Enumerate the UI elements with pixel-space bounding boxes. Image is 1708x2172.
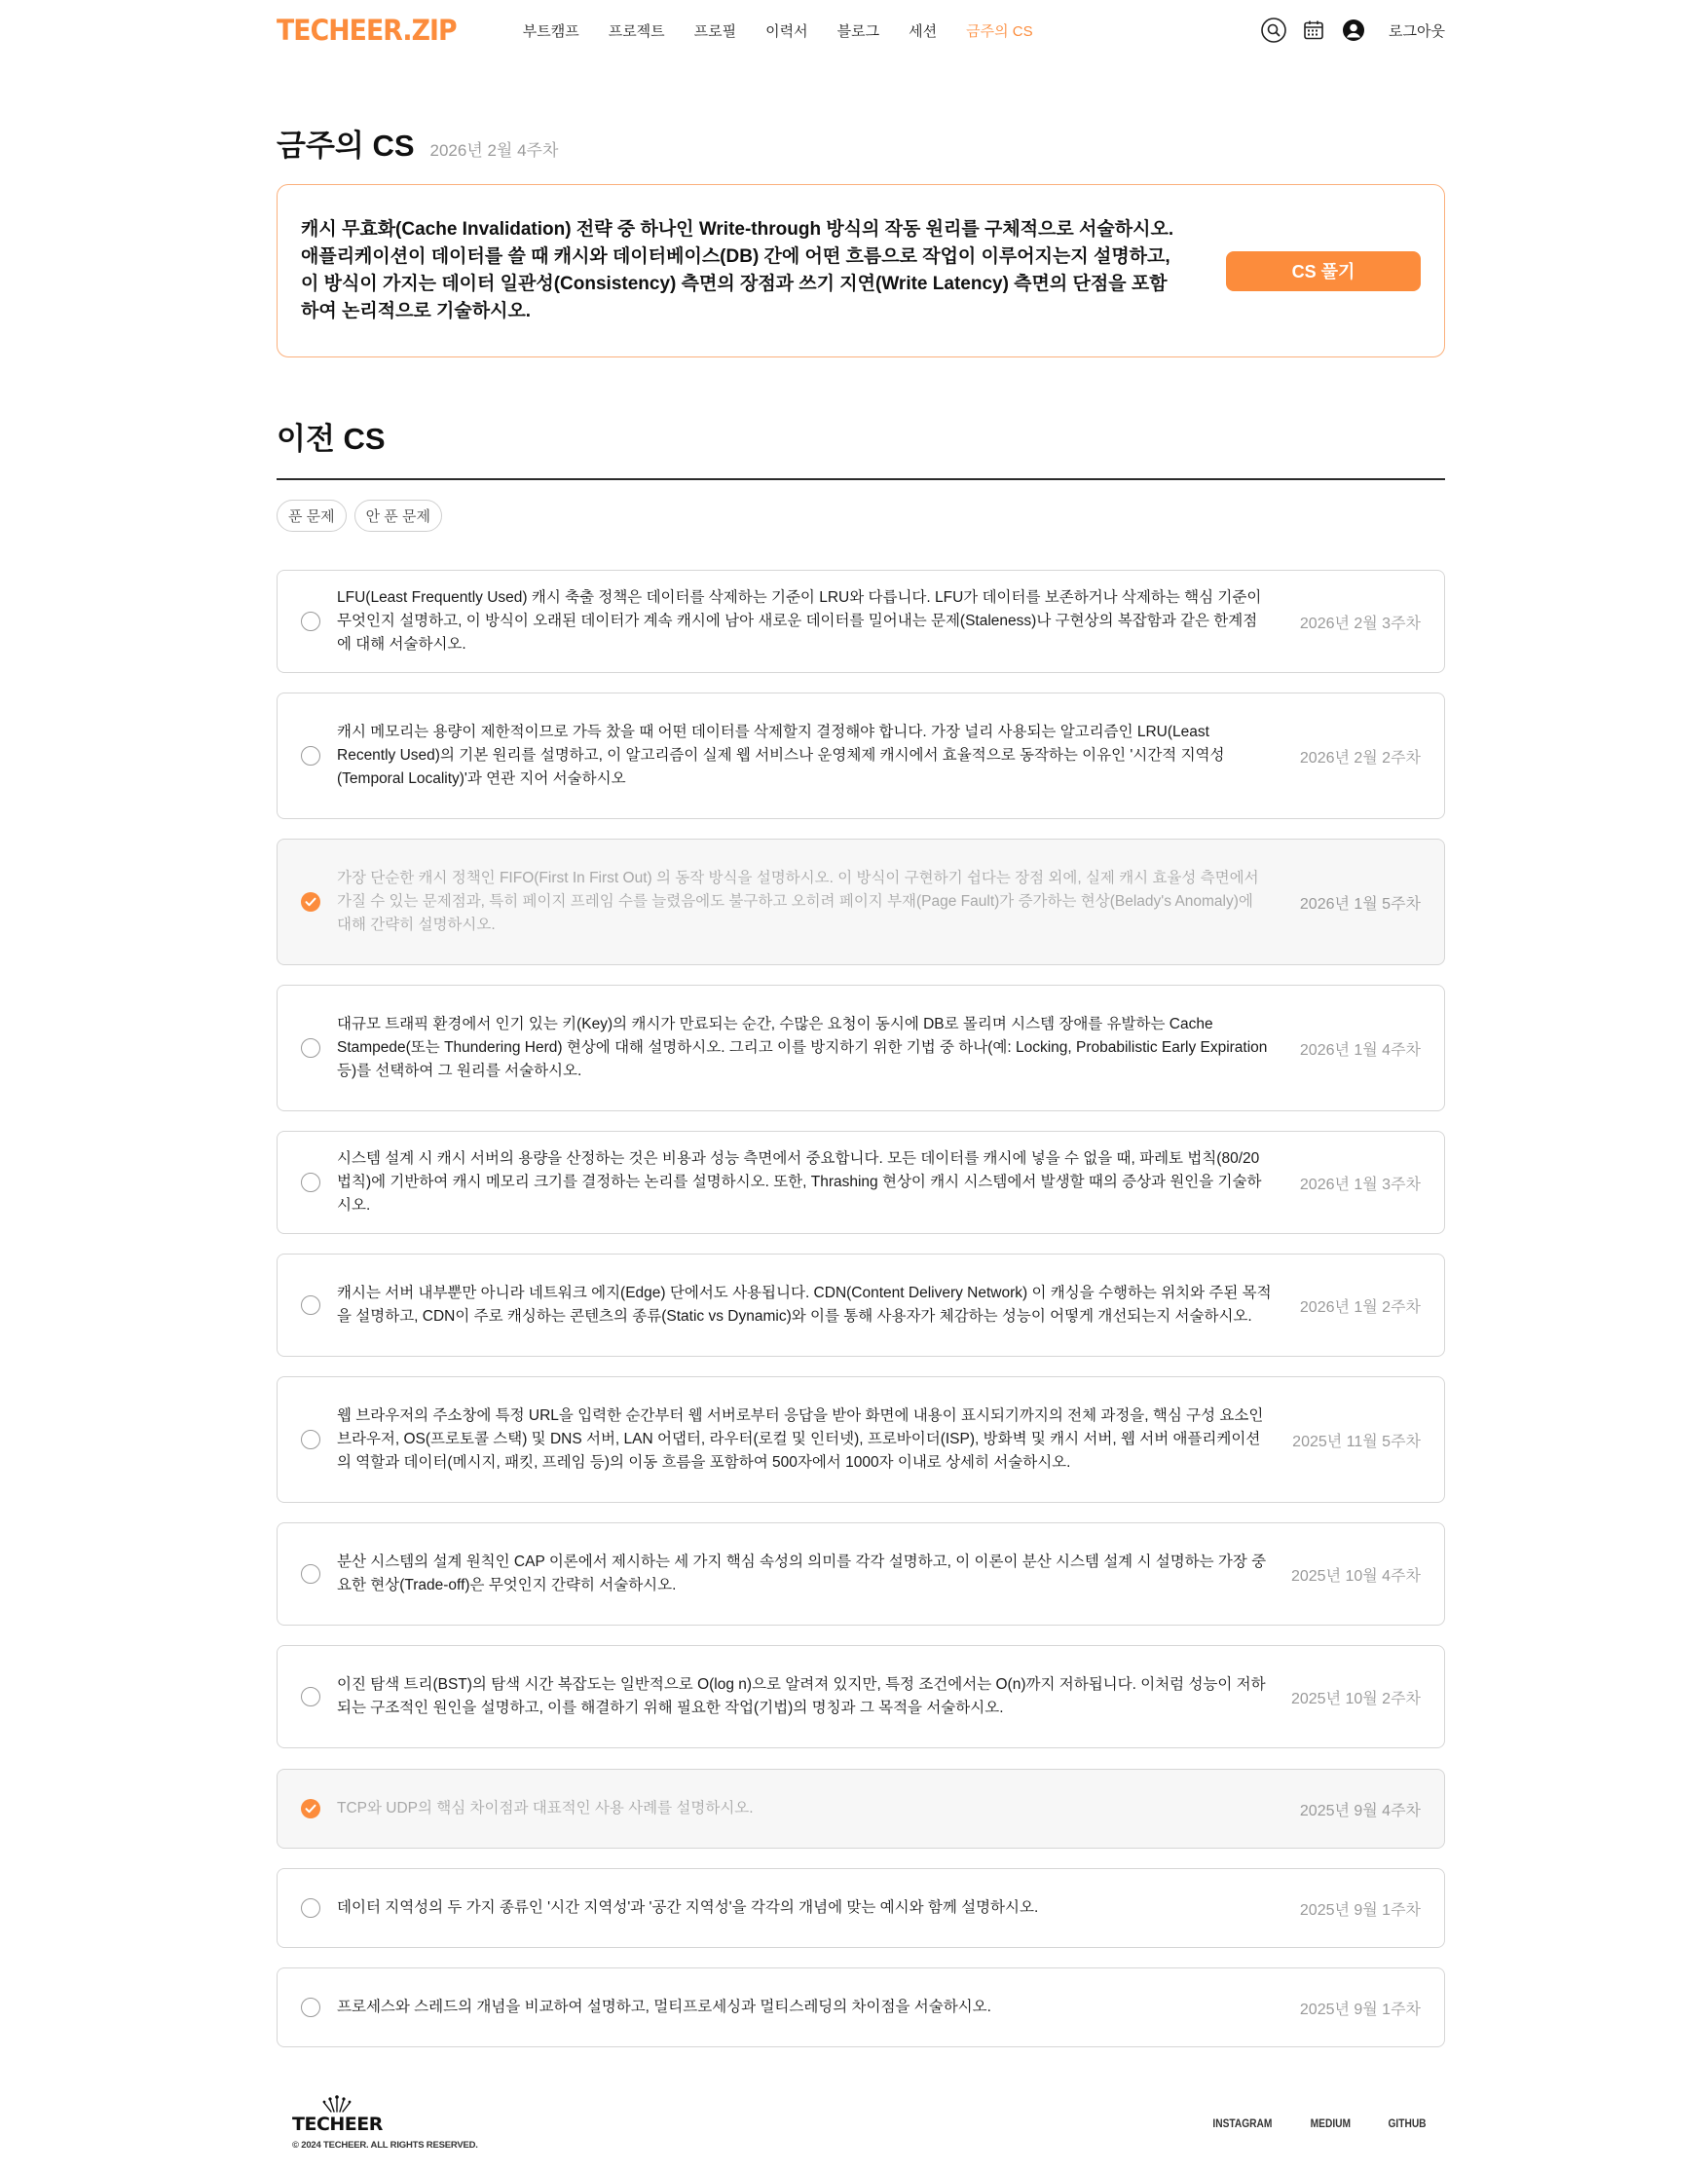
footer-link-medium[interactable]: MEDIUM: [1310, 2116, 1352, 2130]
previous-cs-title: 이전 CS: [277, 422, 386, 456]
question-row[interactable]: [277, 985, 1445, 1111]
crown-icon: [320, 2094, 353, 2114]
current-week: 2026년 2월 4주차: [429, 141, 559, 160]
unchecked-circle-icon[interactable]: [301, 1038, 320, 1058]
nav-item-bootcamp[interactable]: 부트캠프: [522, 22, 579, 40]
checkmark-icon[interactable]: [301, 892, 320, 912]
question-text: 캐시는 서버 내부뿐만 아니라 네트워크 에지(Edge) 단에서도 사용됩니다. CDN(Content Delivery Network) 이 캐싱을 수행하는 위치와 주된 목적을 설명하고, CDN이 주로 캐싱하는 콘텐츠의 종류(Static vs Dynamic)와 이를 통해 사용자가 체감하는 성능이 어떻게 개선되는지 서술하시오.: [337, 1285, 1272, 1325]
question-date: 2025년 9월 1주차: [1299, 1901, 1421, 1919]
unchecked-circle-icon[interactable]: [301, 746, 320, 766]
footer-copyright: © 2024 TECHEER. ALL RIGHTS RESERVED.: [292, 2140, 478, 2151]
question-row[interactable]: [277, 839, 1445, 965]
question-date: 2026년 2월 3주차: [1299, 615, 1421, 632]
question-text: 웹 브라우저의 주소창에 특정 URL을 입력한 순간부터 웹 서버로부터 응답을 받아 화면에 내용이 표시되기까지의 전체 과정을, 핵심 구성 요소인 브라우저, OS(프로토콜 스택) 및 DNS 서버, LAN 어댑터, 라우터(로컬 및 인터넷), 프로바이더(ISP), 방화벽 및 캐시 서버, 웹 서버 애플리케이션의 역할과 데이터(메시지, 패킷, 프레임 등)의 이동 흐름을 포함하여 500자에서 1000자 이내로 상세히 서술하시오.: [337, 1407, 1264, 1471]
question-date: 2025년 10월 4주차: [1290, 1567, 1421, 1585]
unchecked-circle-icon[interactable]: [301, 1564, 320, 1584]
checkmark-icon[interactable]: [301, 1799, 320, 1818]
question-row[interactable]: [277, 1376, 1445, 1503]
question-row[interactable]: [277, 1868, 1445, 1948]
footer-logo: [292, 2094, 383, 2135]
page-title-row: [277, 121, 558, 165]
question-row[interactable]: [277, 570, 1445, 673]
question-text: 이진 탐색 트리(BST)의 탐색 시간 복잡도는 일반적으로 O(log n)으로 알려져 있지만, 특정 조건에서는 O(n)까지 저하됩니다. 이처럼 성능이 저하되는 구조적인 원인을 설명하고, 이를 해결하기 위해 필요한 작업(기법)의 명칭과 그 목적을 서술하시오.: [337, 1676, 1266, 1716]
unchecked-circle-icon[interactable]: [301, 1687, 320, 1706]
section-divider: [277, 478, 1445, 480]
nav-item-weekly-cs[interactable]: 금주의 CS: [966, 22, 1033, 40]
search-icon[interactable]: [1260, 17, 1287, 44]
question-text: LFU(Least Frequently Used) 캐시 축출 정책은 데이터를 삭제하는 기준이 LRU와 다릅니다. LFU가 데이터를 보존하거나 삭제하는 핵심 기준이 무엇인지 설명하고, 이 방식이 오래된 데이터가 계속 캐시에 남아 새로운 데이터를 밀어내는 문제(Staleness)나 구현상의 복잡함과 같은 한계점에 대해 서술하시오.: [337, 589, 1262, 653]
nav-item-project[interactable]: 프로젝트: [608, 22, 665, 40]
logout-button[interactable]: 로그아웃: [1389, 22, 1445, 40]
top-nav-bar: [277, 0, 1445, 60]
question-date: 2026년 1월 3주차: [1299, 1176, 1421, 1193]
main-nav: [494, 20, 1033, 41]
solve-cs-button[interactable]: CS 풀기: [1226, 251, 1421, 291]
question-text: 가장 단순한 캐시 정책인 FIFO(First In First Out) 의 동작 방식을 설명하시오. 이 방식이 구현하기 쉽다는 장점 외에, 실제 캐시 효율성 측면에서 가질 수 있는 문제점과, 특히 페이지 프레임 수를 늘렸음에도 불구하고 오히려 페이지 부재(Page Fault)가 증가하는 현상(Belady's Anomaly)에 대해 간략히 설명하시오.: [337, 870, 1259, 933]
filter-group: [277, 500, 450, 532]
question-date: 2025년 10월 2주차: [1290, 1690, 1421, 1707]
page-title: 금주의 CS: [277, 129, 415, 163]
footer-link-github[interactable]: GITHUB: [1388, 2116, 1427, 2130]
question-text: 대규모 트래픽 환경에서 인기 있는 키(Key)의 캐시가 만료되는 순간, 수많은 요청이 동시에 DB로 몰리며 시스템 장애를 유발하는 Cache Stampede(또는 Thundering Herd) 현상에 대해 설명하시오. 그리고 이를 방지하기 위한 기법 중 하나(예: Locking, Probabilistic Early Expiration 등)를 선택하여 그 원리를 서술하시오.: [337, 1016, 1268, 1079]
header-actions: [1247, 17, 1445, 44]
footer-brand: TECHEER: [292, 2114, 383, 2135]
question-text: 분산 시스템의 설계 원칙인 CAP 이론에서 제시하는 세 가지 핵심 속성의 의미를 각각 설명하고, 이 이론이 분산 시스템 설계 시 설명하는 가장 중요한 현상(Trade-off)은 무엇인지 간략히 서술하시오.: [337, 1554, 1267, 1593]
unchecked-circle-icon[interactable]: [301, 1998, 320, 2017]
question-text: 프로세스와 스레드의 개념을 비교하여 설명하고, 멀티프로세싱과 멀티스레딩의 차이점을 서술하시오.: [337, 1999, 991, 2015]
unchecked-circle-icon[interactable]: [301, 1295, 320, 1315]
question-text: TCP와 UDP의 핵심 차이점과 대표적인 사용 사례를 설명하시오.: [337, 1800, 754, 1816]
unchecked-circle-icon[interactable]: [301, 1898, 320, 1918]
profile-icon[interactable]: [1340, 17, 1367, 44]
nav-item-blog[interactable]: 블로그: [836, 22, 880, 40]
question-date: 2025년 9월 4주차: [1299, 1802, 1421, 1819]
unchecked-circle-icon[interactable]: [301, 612, 320, 631]
question-row[interactable]: [277, 1967, 1445, 2047]
calendar-icon[interactable]: [1300, 17, 1327, 44]
nav-item-resume[interactable]: 이력서: [765, 22, 808, 40]
question-text: 시스템 설계 시 캐시 서버의 용량을 산정하는 것은 비용과 성능 측면에서 중요합니다. 모든 데이터를 캐시에 넣을 수 없을 때, 파레토 법칙(80/20 법칙)에 기반하여 캐시 메모리 크기를 결정하는 논리를 설명하시오. 또한, Thrashing 현상이 캐시 시스템에서 발생할 때의 증상과 원인을 기술하시오.: [337, 1150, 1262, 1214]
filter-solved[interactable]: 푼 문제: [277, 500, 347, 532]
question-row[interactable]: [277, 1131, 1445, 1234]
footer-links: [1177, 2116, 1430, 2130]
question-date: 2025년 9월 1주차: [1299, 2001, 1421, 2018]
question-text: 캐시 메모리는 용량이 제한적이므로 가득 찼을 때 어떤 데이터를 삭제할지 결정해야 합니다. 가장 널리 사용되는 알고리즘인 LRU(Least Recently Used)의 기본 원리를 설명하고, 이 알고리즘이 실제 웹 서비스나 운영체제 캐시에서 효율적으로 동작하는 이유인 '시간적 지역성(Temporal Locality)'과 연관 지어 서술하시오: [337, 724, 1225, 787]
current-question-text: 캐시 무효화(Cache Invalidation) 전략 중 하나인 Write-through 방식의 작동 원리를 구체적으로 서술하시오. 애플리케이션이 데이터를 쓸 때 캐시와 데이터베이스(DB) 간에 어떤 흐름으로 작업이 이루어지는지 설명하고, 이 방식이 가지는 데이터 일관성(Consistency) 측면의 장점과 쓰기 지연(Write Latency) 측면의 단점을 포함하여 논리적으로 기술하시오.: [301, 219, 1174, 321]
logo[interactable]: TECHEER.ZIP: [277, 14, 457, 47]
question-date: 2025년 11월 5주차: [1292, 1433, 1421, 1450]
question-row[interactable]: [277, 693, 1445, 819]
question-row[interactable]: [277, 1645, 1445, 1748]
question-row[interactable]: [277, 1769, 1445, 1849]
unchecked-circle-icon[interactable]: [301, 1430, 320, 1449]
filter-unsolved[interactable]: 안 푼 문제: [354, 500, 442, 532]
current-question-card: [277, 184, 1445, 357]
question-text: 데이터 지역성의 두 가지 종류인 '시간 지역성'과 '공간 지역성'을 각각의 개념에 맞는 예시와 함께 설명하시오.: [337, 1899, 1039, 1916]
question-date: 2026년 1월 2주차: [1299, 1298, 1421, 1316]
nav-item-session[interactable]: 세션: [909, 22, 938, 40]
question-row[interactable]: [277, 1254, 1445, 1357]
question-row[interactable]: [277, 1522, 1445, 1626]
unchecked-circle-icon[interactable]: [301, 1173, 320, 1192]
question-date: 2026년 1월 4주차: [1299, 1041, 1421, 1059]
question-date: 2026년 1월 5주차: [1299, 895, 1421, 913]
nav-item-profile[interactable]: 프로필: [693, 22, 737, 40]
footer-link-instagram[interactable]: INSTAGRAM: [1211, 2116, 1272, 2130]
question-date: 2026년 2월 2주차: [1299, 749, 1421, 767]
